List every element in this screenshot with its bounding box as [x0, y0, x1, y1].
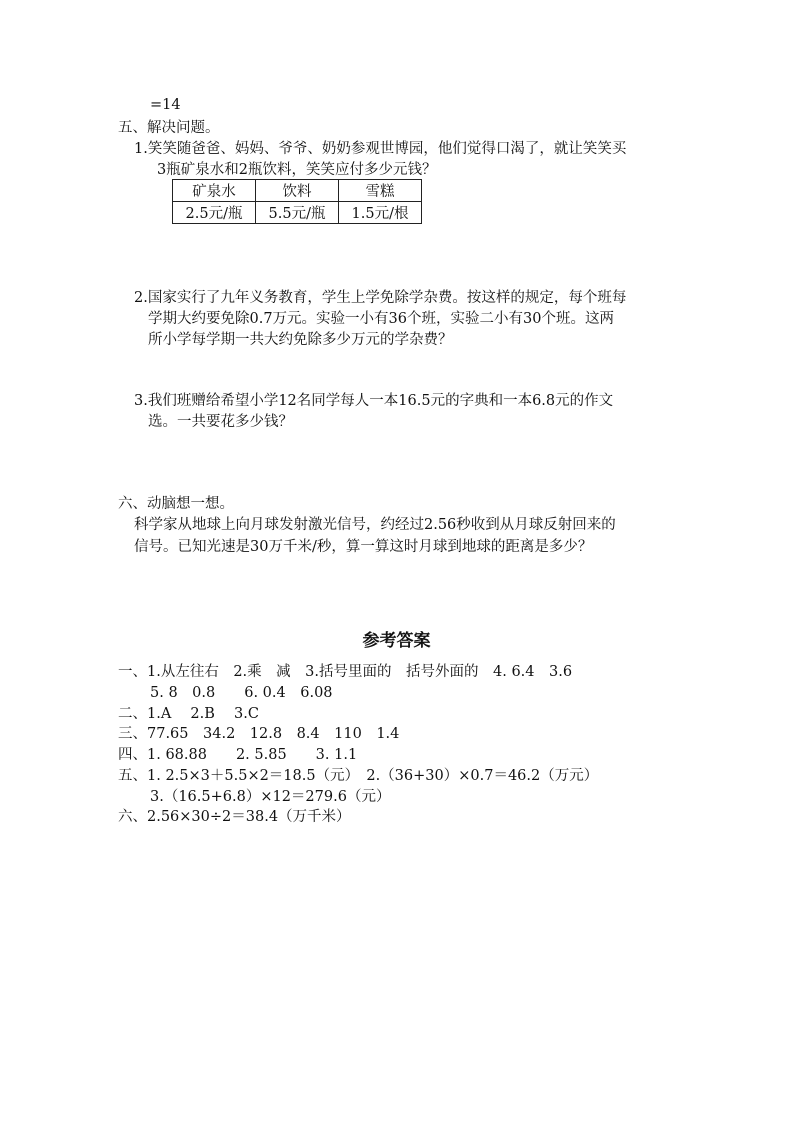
price-table-header-row	[173, 180, 422, 202]
q1-line1: 1.笑笑随爸爸、妈妈、爷爷、奶奶参观世博园，他们觉得口渴了，就让笑笑买	[134, 141, 627, 157]
table-cell: 矿泉水	[173, 180, 256, 202]
section6-heading: 六、动脑想一想。	[118, 496, 234, 512]
answer-4: 四、1. 68.88 2. 5.85 3. 1.1	[118, 747, 358, 763]
answer-1-line2: 5. 8 0.8 6. 0.4 6.08	[150, 685, 333, 701]
q1-line2: 3瓶矿泉水和2瓶饮料，笑笑应付多少元钱？	[157, 162, 437, 178]
q2-line3: 所小学每学期一共大约免除多少万元的学杂费？	[148, 332, 453, 348]
q2-line1: 2.国家实行了九年义务教育，学生上学免除学杂费。按这样的规定，每个班每	[134, 290, 627, 306]
section6-line2: 信号。已知光速是30万千米/秒，算一算这时月球到地球的距离是多少？	[134, 539, 593, 555]
table-cell: 雪糕	[339, 180, 422, 202]
answer-2: 二、1.A 2.B 3.C	[118, 706, 259, 722]
table-cell: 1.5元/根	[339, 202, 422, 224]
answer-1-line1: 一、1.从左往右 2.乘 减 3.括号里面的 括号外面的 4. 6.4 3.6	[118, 664, 573, 680]
section5-heading: 五、解决问题。	[118, 120, 220, 136]
price-table-price-row	[173, 202, 422, 224]
top-fragment: =14	[150, 97, 181, 113]
table-cell: 5.5元/瓶	[256, 202, 339, 224]
table-cell: 饮料	[256, 180, 339, 202]
answer-6: 六、2.56×30÷2＝38.4（万千米）	[118, 809, 351, 825]
q3-line1: 3.我们班赠给希望小学12名同学每人一本16.5元的字典和一本6.8元的作文	[134, 393, 614, 409]
answer-5-line2: 3.（16.5+6.8）×12＝279.6（元）	[150, 789, 391, 805]
price-table	[172, 179, 422, 224]
section6-line1: 科学家从地球上向月球发射激光信号，约经过2.56秒收到从月球反射回来的	[134, 517, 616, 533]
answer-5-line1: 五、1. 2.5×3＋5.5×2＝18.5（元） 2.（36+30）×0.7＝46.2（万元）	[118, 768, 599, 784]
q3-line2: 选。一共要花多少钱？	[148, 414, 293, 430]
table-cell: 2.5元/瓶	[173, 202, 256, 224]
answers-title: 参考答案	[362, 631, 431, 651]
q2-line2: 学期大约要免除0.7万元。实验一小有36个班，实验二小有30个班。这两	[148, 311, 614, 327]
answer-3: 三、77.65 34.2 12.8 8.4 110 1.4	[118, 726, 400, 742]
